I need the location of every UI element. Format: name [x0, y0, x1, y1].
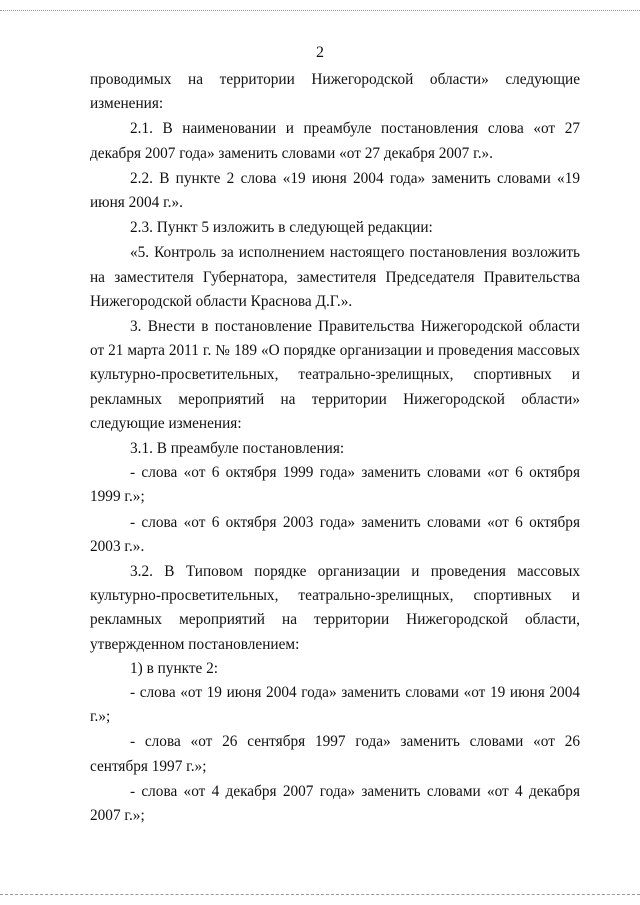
paragraph-2-1: 2.1. В наименовании и преамбуле постановления слова «от 27 декабря 2007 года» заменить словами «от 27 декабря 2007 г.». — [90, 120, 580, 162]
list-item: - слова «от 4 декабря 2007 года» заменить словами «от 4 декабря 2007 г.»; — [90, 782, 580, 825]
list-item: - слова «от 6 октября 1999 года» заменить словами «от 6 октября 1999 г.»; — [90, 464, 580, 506]
paragraph-quote-5: «5. Контроль за исполнением настоящего постановления возложить на заместителя Губернатора, заместителя Председателя Правительства Нижегородской области Краснова Д.Г.». — [90, 244, 580, 310]
list-item: - слова «от 26 сентября 1997 года» заменить словами «от 26 сентября 1997 г.»; — [90, 733, 580, 775]
paragraph-item-1: 1) в пункте 2: — [130, 659, 219, 677]
paragraph-2-3: 2.3. Пункт 5 изложить в следующей редакции: — [130, 219, 433, 237]
document-body — [90, 68, 580, 828]
paragraph-3-1: 3.1. В преамбуле постановления: — [130, 440, 345, 458]
paragraph-3: 3. Внести в постановление Правительства Нижегородской области от 21 марта 2011 г. № 189 «О порядке организации и проведения массовых культурно-просветительных, театрально-зрелищных, спортивных и рекламных мероприятий на территории Нижегородской области» следующие изменения: — [90, 318, 580, 432]
list-item: - слова «от 19 июня 2004 года» заменить словами «от 19 июня 2004 г.»; — [90, 684, 580, 726]
paragraph-2-2: 2.2. В пункте 2 слова «19 июня 2004 года» заменить словами «19 июня 2004 г.». — [90, 169, 580, 212]
paragraph-3-2: 3.2. В Типовом порядке организации и проведения массовых культурно-просветительных, театрально-зрелищных, спортивных и рекламных мероприятий на территории Нижегородской области, утвержденном постановлением: — [90, 563, 580, 653]
scan-edge-top — [0, 10, 640, 11]
list-item: - слова «от 6 октября 2003 года» заменить словами «от 6 октября 2003 г.». — [90, 513, 580, 555]
paragraph-continuation: проводимых на территории Нижегородской области» следующие изменения: — [90, 71, 580, 113]
page-number: 2 — [316, 44, 324, 61]
scan-edge-bottom — [0, 894, 640, 895]
